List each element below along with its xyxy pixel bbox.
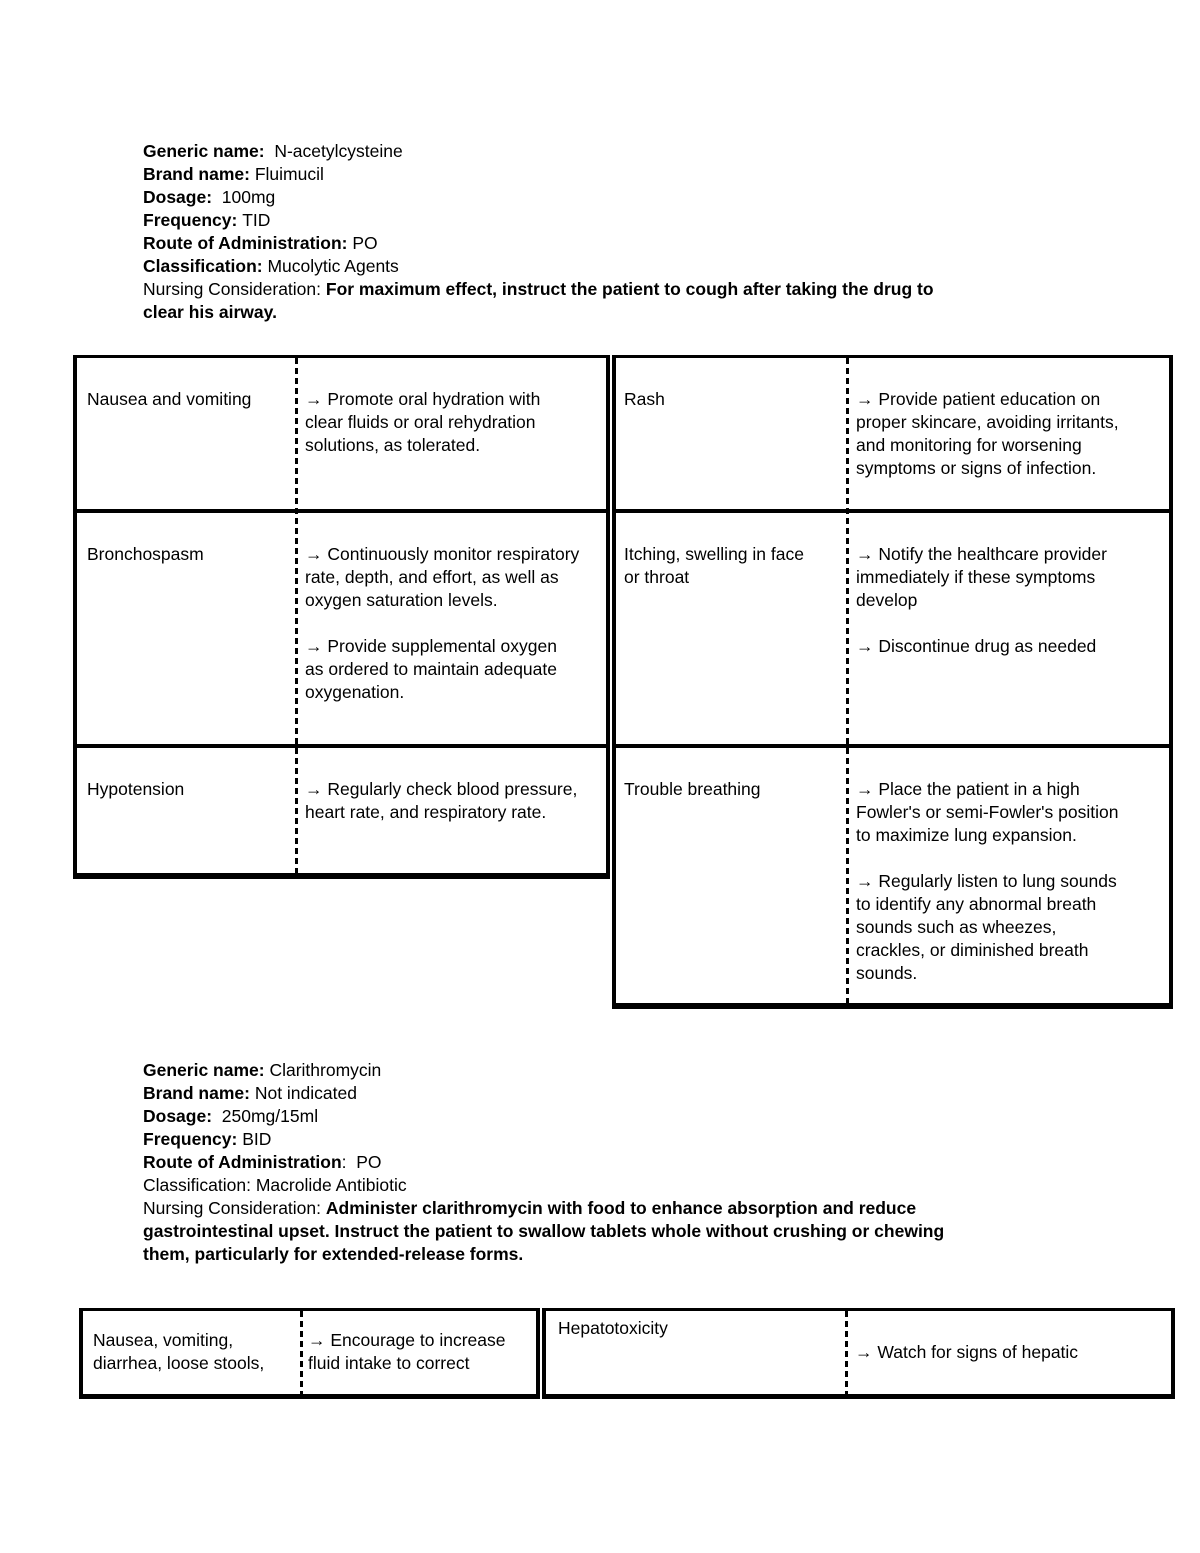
field-value: TID: [242, 210, 271, 230]
side-effect-cell: Nausea, vomiting, diarrhea, loose stools,: [93, 1330, 265, 1373]
field-value: 100mg: [221, 187, 276, 207]
field-value: Fluimucil: [254, 164, 324, 184]
table-row: [77, 358, 606, 509]
field-label: Frequency:: [143, 1129, 243, 1149]
intervention-cell: → Watch for signs of hepatic: [855, 1341, 1079, 1362]
info-line-brand-name: [143, 163, 958, 186]
field-label: Nursing Consideration:: [143, 1198, 326, 1218]
field-label: Route of Administration: [143, 1152, 342, 1172]
field-value: : PO: [341, 1152, 382, 1172]
intervention-cell: → Regularly check blood pressure, heart rate, and respiratory rate.: [305, 779, 578, 822]
field-label: Classification:: [143, 256, 268, 276]
table-row: [616, 358, 1169, 509]
column-divider: [845, 1311, 848, 1394]
info-line-frequency: [143, 1128, 958, 1151]
field-label: Dosage:: [143, 1106, 222, 1126]
drug1-side-effects-table-right: [612, 355, 1173, 1009]
field-value: For maximum effect, instruct the patient to cough after taking the drug to clear his airway.: [143, 279, 939, 322]
field-value: N-acetylcysteine: [274, 141, 403, 161]
column-divider: [846, 358, 849, 1003]
side-effect-cell: Trouble breathing: [624, 779, 761, 799]
info-line-classification: [143, 255, 958, 278]
field-label: Frequency:: [143, 210, 243, 230]
side-effect-cell: Itching, swelling in face or throat: [624, 544, 804, 587]
intervention-cell: → Place the patient in a high Fowler's or semi-Fowler's position to maximize lung expansion. → Regularly listen to lung sounds to identify any abnormal breath sounds such as wheezes, crackles, or diminished breath sounds.: [856, 779, 1119, 983]
side-effect-cell: Hepatotoxicity: [558, 1318, 668, 1338]
info-line-brand-name: [143, 1082, 958, 1105]
info-line-nursing-consideration: [143, 1197, 958, 1266]
intervention-cell: → Provide patient education on proper skincare, avoiding irritants, and monitoring for worsening symptoms or signs of infection.: [856, 389, 1119, 478]
drug1-side-effects-table-left: [73, 355, 610, 879]
side-effect-cell: Rash: [624, 389, 665, 409]
drug2-side-effects-table-left: [79, 1308, 540, 1399]
field-value: Not indicated: [254, 1083, 357, 1103]
table-row: [83, 1311, 536, 1393]
field-label: Route of Administration:: [143, 233, 353, 253]
info-line-frequency: [143, 209, 958, 232]
field-value: Clarithromycin: [269, 1060, 382, 1080]
table-row: [77, 744, 606, 873]
info-line-generic-name: [143, 140, 958, 163]
drug2-side-effects-table-right: [542, 1308, 1175, 1399]
field-label: Brand name:: [143, 164, 255, 184]
side-effect-cell: Nausea and vomiting: [87, 389, 252, 409]
intervention-cell: → Continuously monitor respiratory rate, depth, and effort, as well as oxygen saturation levels. → Provide supplemental oxygen as ordered to maintain adequate oxygenation.: [305, 544, 580, 702]
side-effect-cell: Bronchospasm: [87, 544, 204, 564]
field-label: Nursing Consideration:: [143, 279, 326, 299]
info-line-route: [143, 232, 958, 255]
drug2-info-block: [143, 1059, 958, 1266]
field-value: Mucolytic Agents: [267, 256, 399, 276]
field-value: Macrolide Antibiotic: [255, 1175, 407, 1195]
column-divider: [295, 358, 298, 873]
info-line-dosage: [143, 1105, 958, 1128]
field-label: Brand name:: [143, 1083, 255, 1103]
table-row: [616, 744, 1169, 1003]
field-label: Dosage:: [143, 187, 222, 207]
info-line-route: [143, 1151, 958, 1174]
info-line-nursing-consideration: [143, 278, 958, 324]
field-label: Classification:: [143, 1175, 256, 1195]
info-line-generic-name: [143, 1059, 958, 1082]
field-label: Generic name:: [143, 1060, 270, 1080]
field-label: Generic name:: [143, 141, 275, 161]
field-value: BID: [242, 1129, 272, 1149]
table-row: [546, 1311, 1171, 1393]
intervention-cell: → Promote oral hydration with clear fluids or oral rehydration solutions, as tolerated.: [305, 389, 541, 455]
info-line-dosage: [143, 186, 958, 209]
field-value: Administer clarithromycin with food to enhance absorption and reduce gastrointestinal upset. Instruct the patient to swallow tablets whole without crushing or chewing them, particularly for extended-release forms.: [143, 1198, 950, 1264]
side-effect-cell: Hypotension: [87, 779, 185, 799]
field-value: PO: [352, 233, 378, 253]
intervention-cell: → Encourage to increase fluid intake to correct: [308, 1330, 506, 1373]
column-divider: [300, 1311, 303, 1394]
drug1-info-block: [143, 140, 958, 324]
table-row: [616, 509, 1169, 744]
field-value: 250mg/15ml: [221, 1106, 319, 1126]
intervention-cell: → Notify the healthcare provider immediately if these symptoms develop → Discontinue drug as needed: [856, 544, 1107, 656]
table-row: [77, 509, 606, 744]
info-line-classification: [143, 1174, 958, 1197]
